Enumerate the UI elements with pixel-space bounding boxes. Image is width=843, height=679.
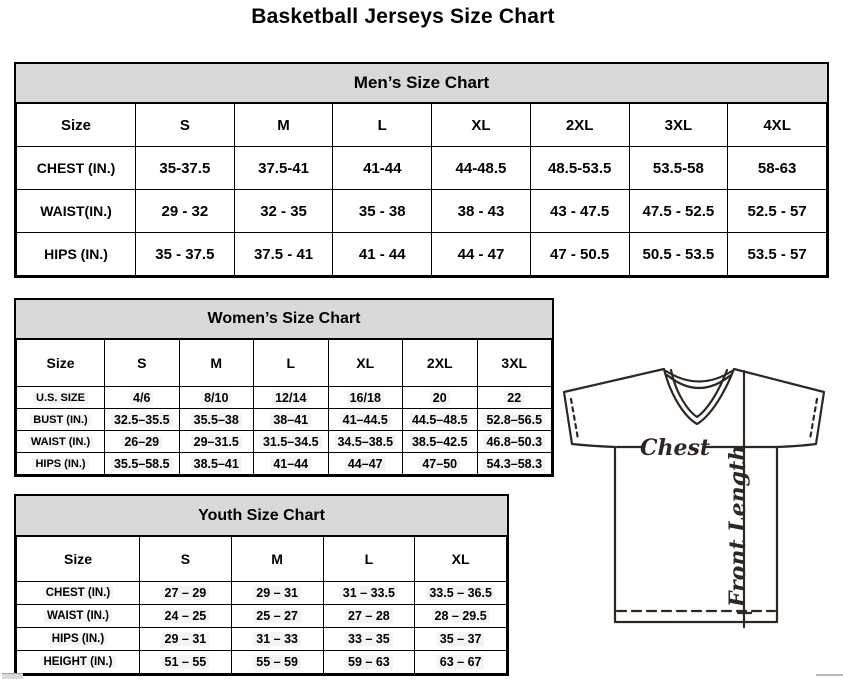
- size-value-cell: 41–44: [254, 453, 329, 475]
- size-value-cell: 38–41: [254, 409, 329, 431]
- size-value-cell: 38.5–41: [179, 453, 254, 475]
- size-value-cell: 37.5 - 41: [234, 233, 333, 276]
- size-value-cell: 52.8–56.5: [477, 409, 552, 431]
- size-value-cell: 38.5–42.5: [403, 431, 478, 453]
- col-header-xl: XL: [328, 340, 403, 387]
- row-label: HIPS (IN.): [17, 453, 105, 475]
- size-value-cell: 33.5 – 36.5: [415, 582, 507, 605]
- row-label: HEIGHT (IN.): [17, 651, 140, 674]
- mens-chart-title: Men’s Size Chart: [16, 64, 827, 103]
- row-label: CHEST (IN.): [17, 147, 136, 190]
- size-value-cell: 51 – 55: [140, 651, 232, 674]
- size-value-cell: 22: [477, 387, 552, 409]
- size-value-cell: 33 – 35: [323, 628, 415, 651]
- col-header-m: M: [234, 104, 333, 147]
- youth-size-chart: [14, 494, 509, 676]
- size-value-cell: 58-63: [728, 147, 827, 190]
- size-value-cell: 37.5-41: [234, 147, 333, 190]
- size-value-cell: 35-37.5: [136, 147, 235, 190]
- col-header-2xl: 2XL: [530, 104, 629, 147]
- size-value-cell: 48.5-53.5: [530, 147, 629, 190]
- col-header-s: S: [105, 340, 180, 387]
- womens-size-table: [16, 339, 552, 475]
- col-header-4xl: 4XL: [728, 104, 827, 147]
- size-value-cell: 47.5 - 52.5: [629, 190, 728, 233]
- size-value-cell: 59 – 63: [323, 651, 415, 674]
- womens-chart-title: Women’s Size Chart: [16, 300, 552, 339]
- size-value-cell: 44.5–48.5: [403, 409, 478, 431]
- size-value-cell: 25 – 27: [231, 605, 323, 628]
- size-value-cell: 63 – 67: [415, 651, 507, 674]
- size-value-cell: 16/18: [328, 387, 403, 409]
- size-value-cell: 41 - 44: [333, 233, 432, 276]
- size-value-cell: 47–50: [403, 453, 478, 475]
- col-header-m: M: [179, 340, 254, 387]
- size-value-cell: 55 – 59: [231, 651, 323, 674]
- size-value-cell: 8/10: [179, 387, 254, 409]
- right-cuff-stitch: [810, 399, 817, 439]
- size-value-cell: 29 – 31: [231, 582, 323, 605]
- size-value-cell: 24 – 25: [140, 605, 232, 628]
- size-value-cell: 35 - 37.5: [136, 233, 235, 276]
- row-label: WAIST (IN.): [17, 605, 140, 628]
- left-cuff-stitch: [571, 399, 578, 439]
- size-value-cell: 32 - 35: [234, 190, 333, 233]
- size-value-cell: 50.5 - 53.5: [629, 233, 728, 276]
- col-header-size: Size: [17, 340, 105, 387]
- size-value-cell: 12/14: [254, 387, 329, 409]
- row-label: U.S. SIZE: [17, 387, 105, 409]
- front-length-label: Front Length: [725, 444, 751, 608]
- size-value-cell: 31.5–34.5: [254, 431, 329, 453]
- size-value-cell: 54.3–58.3: [477, 453, 552, 475]
- col-header-size: Size: [17, 104, 136, 147]
- size-value-cell: 35 – 37: [415, 628, 507, 651]
- size-value-cell: 44–47: [328, 453, 403, 475]
- col-header-3xl: 3XL: [629, 104, 728, 147]
- mens-size-table: [16, 103, 827, 276]
- row-label: HIPS (IN.): [17, 628, 140, 651]
- size-value-cell: 20: [403, 387, 478, 409]
- col-header-xl: XL: [432, 104, 531, 147]
- size-value-cell: 53.5-58: [629, 147, 728, 190]
- col-header-l: L: [323, 537, 415, 582]
- jersey-diagram: [555, 360, 839, 660]
- col-header-xl: XL: [415, 537, 507, 582]
- youth-size-table: [16, 536, 507, 674]
- size-value-cell: 29–31.5: [179, 431, 254, 453]
- size-value-cell: 44 - 47: [432, 233, 531, 276]
- col-header-l: L: [333, 104, 432, 147]
- size-value-cell: 34.5–38.5: [328, 431, 403, 453]
- col-header-2xl: 2XL: [403, 340, 478, 387]
- size-value-cell: 27 – 29: [140, 582, 232, 605]
- size-value-cell: 35.5–38: [179, 409, 254, 431]
- page-title: Basketball Jerseys Size Chart: [251, 5, 555, 28]
- size-value-cell: 4/6: [105, 387, 180, 409]
- size-value-cell: 26–29: [105, 431, 180, 453]
- size-value-cell: 31 – 33.5: [323, 582, 415, 605]
- jersey-outline: [564, 369, 824, 622]
- bottom-left-cutoff-element: [2, 673, 23, 679]
- size-value-cell: 52.5 - 57: [728, 190, 827, 233]
- youth-chart-title: Youth Size Chart: [16, 496, 507, 536]
- col-header-l: L: [254, 340, 329, 387]
- size-value-cell: 29 - 32: [136, 190, 235, 233]
- size-value-cell: 38 - 43: [432, 190, 531, 233]
- size-value-cell: 41–44.5: [328, 409, 403, 431]
- size-value-cell: 53.5 - 57: [728, 233, 827, 276]
- col-header-s: S: [136, 104, 235, 147]
- col-header-size: Size: [17, 537, 140, 582]
- size-value-cell: 47 - 50.5: [530, 233, 629, 276]
- row-label: HIPS (IN.): [17, 233, 136, 276]
- size-value-cell: 35 - 38: [333, 190, 432, 233]
- row-label: BUST (IN.): [17, 409, 105, 431]
- size-value-cell: 32.5–35.5: [105, 409, 180, 431]
- size-value-cell: 44-48.5: [432, 147, 531, 190]
- row-label: WAIST(IN.): [17, 190, 136, 233]
- col-header-3xl: 3XL: [477, 340, 552, 387]
- col-header-m: M: [231, 537, 323, 582]
- col-header-s: S: [140, 537, 232, 582]
- mens-size-chart: [14, 62, 829, 278]
- bottom-right-cutoff-element: [816, 674, 843, 676]
- size-value-cell: 43 - 47.5: [530, 190, 629, 233]
- size-value-cell: 46.8–50.3: [477, 431, 552, 453]
- size-value-cell: 27 – 28: [323, 605, 415, 628]
- row-label: CHEST (IN.): [17, 582, 140, 605]
- size-value-cell: 31 – 33: [231, 628, 323, 651]
- size-value-cell: 41-44: [333, 147, 432, 190]
- row-label: WAIST (IN.): [17, 431, 105, 453]
- womens-size-chart: [14, 298, 554, 477]
- size-value-cell: 28 – 29.5: [415, 605, 507, 628]
- size-value-cell: 35.5–58.5: [105, 453, 180, 475]
- chest-label: Chest: [639, 435, 711, 461]
- size-value-cell: 29 – 31: [140, 628, 232, 651]
